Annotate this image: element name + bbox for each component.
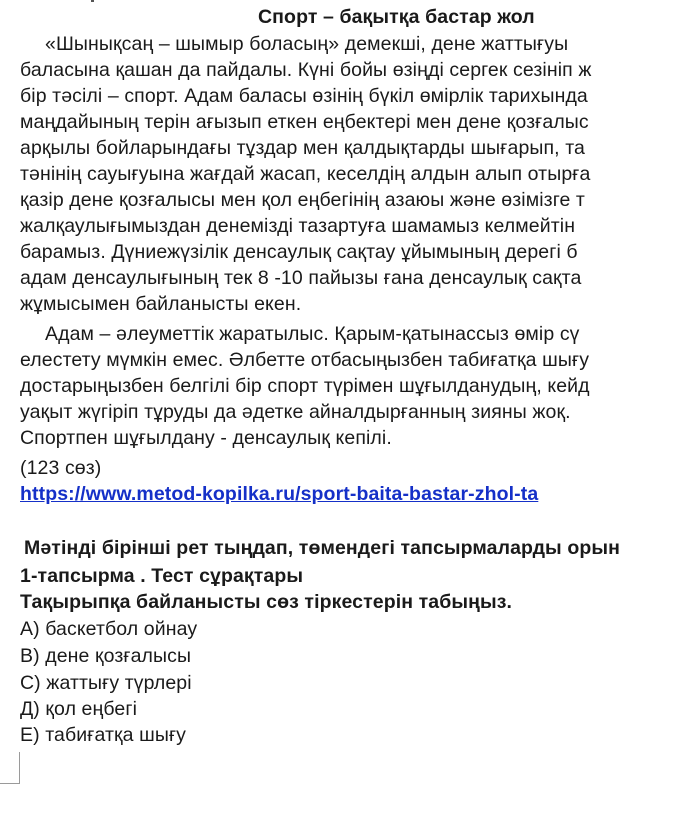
task-title: 1-тапсырма . Тест сұрақтары bbox=[20, 565, 304, 587]
text-line: арқылы бойларындағы тұздар мен қалдықтарды шығарып, та bbox=[20, 137, 585, 159]
text-line: «Шынықсаң – шымыр боласың» демекші, дене жаттығуы bbox=[45, 33, 569, 55]
text-line: баласына қашан да пайдалы. Күні бойы өзіңді сергек сезініп ж bbox=[20, 59, 592, 81]
text-line: жалқаулығымыздан денемізді тазартуға шамамыз келмейтін bbox=[20, 215, 576, 237]
text-line: қазір дене қозғалысы мен қол еңбегінің азаюы және өзімізге т bbox=[20, 189, 585, 211]
option-b: В) дене қозғалысы bbox=[20, 645, 192, 667]
text-line: елестету мүмкін емес. Әлбетте отбасыңызбен табиғатқа шығу bbox=[20, 349, 590, 371]
text-line: бір тәсілі – спорт. Адам баласы өзінің бүкіл өмірлік тарихында bbox=[20, 85, 588, 107]
task-instruction: Мәтінді бірінші рет тыңдап, төмендегі тапсырмаларды орын bbox=[24, 537, 620, 559]
document-title: Спорт – бақытқа бастар жол bbox=[258, 6, 535, 28]
option-d: Д) қол еңбегі bbox=[20, 698, 138, 720]
text-line: достарыңызбен белгілі бір спорт түрімен шұғылданудың, кейд bbox=[20, 375, 590, 397]
source-link[interactable]: https://www.metod-kopilka.ru/sport-baita-bastar-zhol-ta bbox=[20, 483, 539, 505]
task-question: Тақырыпқа байланысты сөз тіркестерін табыңыз. bbox=[20, 591, 513, 613]
word-count: (123 сөз) bbox=[20, 457, 102, 479]
text-line: жұмысымен байланысты екен. bbox=[20, 293, 302, 315]
text-line: маңдайының терін ағызып еткен еңбектері мен дене қозғалыс bbox=[20, 111, 589, 133]
text-line: Адам – әлеуметтік жаратылыс. Қарым-қатынассыз өмір сү bbox=[45, 323, 580, 345]
option-a: А) баскетбол ойнау bbox=[20, 618, 198, 640]
text-line: тәнінің сауығуына жағдай жасап, кеселдің алдын алып отырға bbox=[20, 163, 591, 185]
text-line: Спортпен шұғылдану - денсаулық кепілі. bbox=[20, 427, 392, 449]
option-c: С) жаттығу түрлері bbox=[20, 672, 192, 694]
text-line: уақыт жүгіріп тұруды да әдетке айналдырғанның зияны жоқ. bbox=[20, 401, 571, 423]
text-line: адам денсаулығының тек 8 -10 пайызы ғана денсаулық сақта bbox=[20, 267, 582, 289]
page-corner-mark bbox=[0, 752, 20, 784]
option-e: Е) табиғатқа шығу bbox=[20, 724, 187, 746]
edge-artifact bbox=[91, 0, 94, 2]
text-line: барамыз. Дүниежүзілік денсаулық сақтау ұйымының дерегі б bbox=[20, 241, 578, 263]
